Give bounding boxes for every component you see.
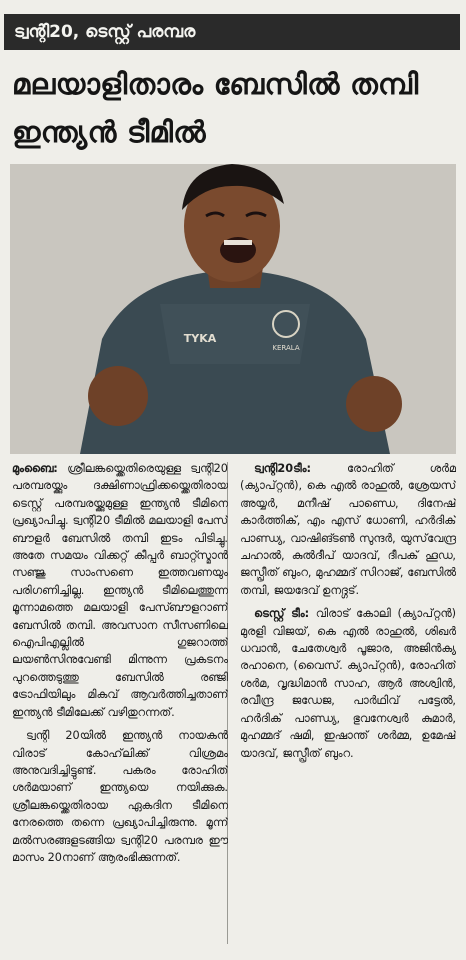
test-squad-label: ടെസ്റ്റ് ടീം: [254,607,310,621]
article-column-right [240,460,456,950]
test-squad-paragraph [240,605,456,762]
article-paragraph-1: മുംബൈ: ശ്രീലങ്കയ്ക്കെതിരെയുള്ള ട്വന്റി20 പരമ്പരയ്ക്കും ദക്ഷിണാഫ്രിക്കയ്ക്കെതിരായ ടെസ്റ്റ് പരമ്പരയ്ക്കുമുള്ള ഇന്ത്യൻ ടീമിനെ പ്രഖ്യാപിച്ചു. ട്വന്റി20 ടീമിൽ മലയാളി പേസ് ബൗളർ ബേസിൽ തമ്പി ഇടം പിടിച്ചു. അതേ സമയം വിക്കറ്റ് കീപ്പർ ബാറ്റ്സ്മാൻ സഞ്ജു സാംസണെ ഇത്തവണയും പരിഗണിച്ചില്ല. ഇന്ത്യൻ ടീമിലെത്തുന്ന മൂന്നാമത്തെ മലയാളി പേസ്ബൗളറാണ് ബേസിൽ തമ്പി. അവസാന സീസണിലെ ഐപിഎല്ലിൽ ഗുജറാത്ത് ലയൺസിനുവേണ്ടി മിന്നുന്ന പ്രകടനം പുറത്തെടുത്തു ബേസിൽ രഞ്ജി ട്രോഫിയിലും മികവ് ആവർത്തിച്ചതാണ് ഇന്ത്യൻ ടീമിലേക്ക് വഴിതുറന്നത്. [12,462,228,719]
headline [12,60,458,156]
player-photo [10,164,456,454]
left-fist [88,366,148,426]
headline-line-2: ഇന്ത്യൻ ടീമിൽ [12,115,206,149]
player-photo-illustration [10,164,456,454]
dateline: മുംബൈ: [12,462,58,475]
right-fist [346,376,402,432]
headline-line-1: മലയാളിതാരം ബേസിൽ തമ്പി [12,67,419,101]
article-column-left [12,460,228,950]
t20-squad-list: രോഹിത് ശർമ (ക്യാപ്റ്റൻ), കെ എൽ രാഹുൽ, ശ്രേയസ് അയ്യർ, മനീഷ് പാണ്ഡെ, ദിനേഷ് കാർത്തിക്, എം എസ് ധോണി, ഹർദിക് പാണ്ഡ്യ, വാഷിങ്ടൺ സുന്ദർ, യുസ്‌വേന്ദ്ര ചഹാൽ, കുൽദീപ് യാദവ്, ദീപക് ഹൂഡ, ജസ്പ്രീത് ബുംറ, മുഹമ്മദ് സിറാജ്, ബേസിൽ തമ്പി, ജയദേവ് ഉനദ്ഗട്. [240,462,456,597]
article-paragraph-2: ട്വന്റി 20യിൽ ഇന്ത്യൻ നായകൻ വിരാട് കോഹ്‌ലിക്ക് വിശ്രമം അനുവദിച്ചിട്ടുണ്ട്. പകരം രോഹിത് ശർമയാണ് ഇന്ത്യയെ നയിക്കുക. ശ്രീലങ്കയ്ക്കെതിരായ ഏകദിന ടീമിനെ നേരത്തെ തന്നെ പ്രഖ്യാപിച്ചിരുന്നു. മൂന്ന് മൽസരങ്ങളടങ്ങിയ ട്വന്റി20 പരമ്പര ഈ മാസം 20നാണ് ആരംഭിക്കുന്നത്. [12,729,228,864]
section-kicker: ട്വന്റി20, ടെസ്റ്റ് പരമ്പര [4,14,460,50]
article-body [12,460,456,950]
jersey-sponsor-text: TYKA [183,332,217,345]
badge-text: KERALA [272,344,300,352]
test-squad-list: വിരാട് കോലി (ക്യാപ്റ്റൻ) മുരളി വിജയ്, കെ എൽ രാഹുൽ, ശിഖർ ധവാൻ, ചേതേശ്വർ പൂജാര, അജിൻക്യ രഹാനെ, (വൈസ്. ക്യാപ്റ്റൻ), രോഹിത് ശർമ, വൃദ്ധിമാൻ സാഹ, ആർ അശ്വിൻ, രവീന്ദ്ര ജഡേജ, പാർഥിവ് പട്ടേൽ, ഹർദിക് പാണ്ഡ്യ, ഭുവനേശ്വർ കുമാർ, മുഹമ്മദ് ഷമി, ഇഷാന്ത് ശർമ്മ, ഉമേഷ് യാദവ്, ജസ്പ്രീത് ബുംറ. [240,607,456,760]
t20-squad-paragraph [240,460,456,599]
t20-squad-label: ട്വന്റി20ടീം: [254,462,311,475]
